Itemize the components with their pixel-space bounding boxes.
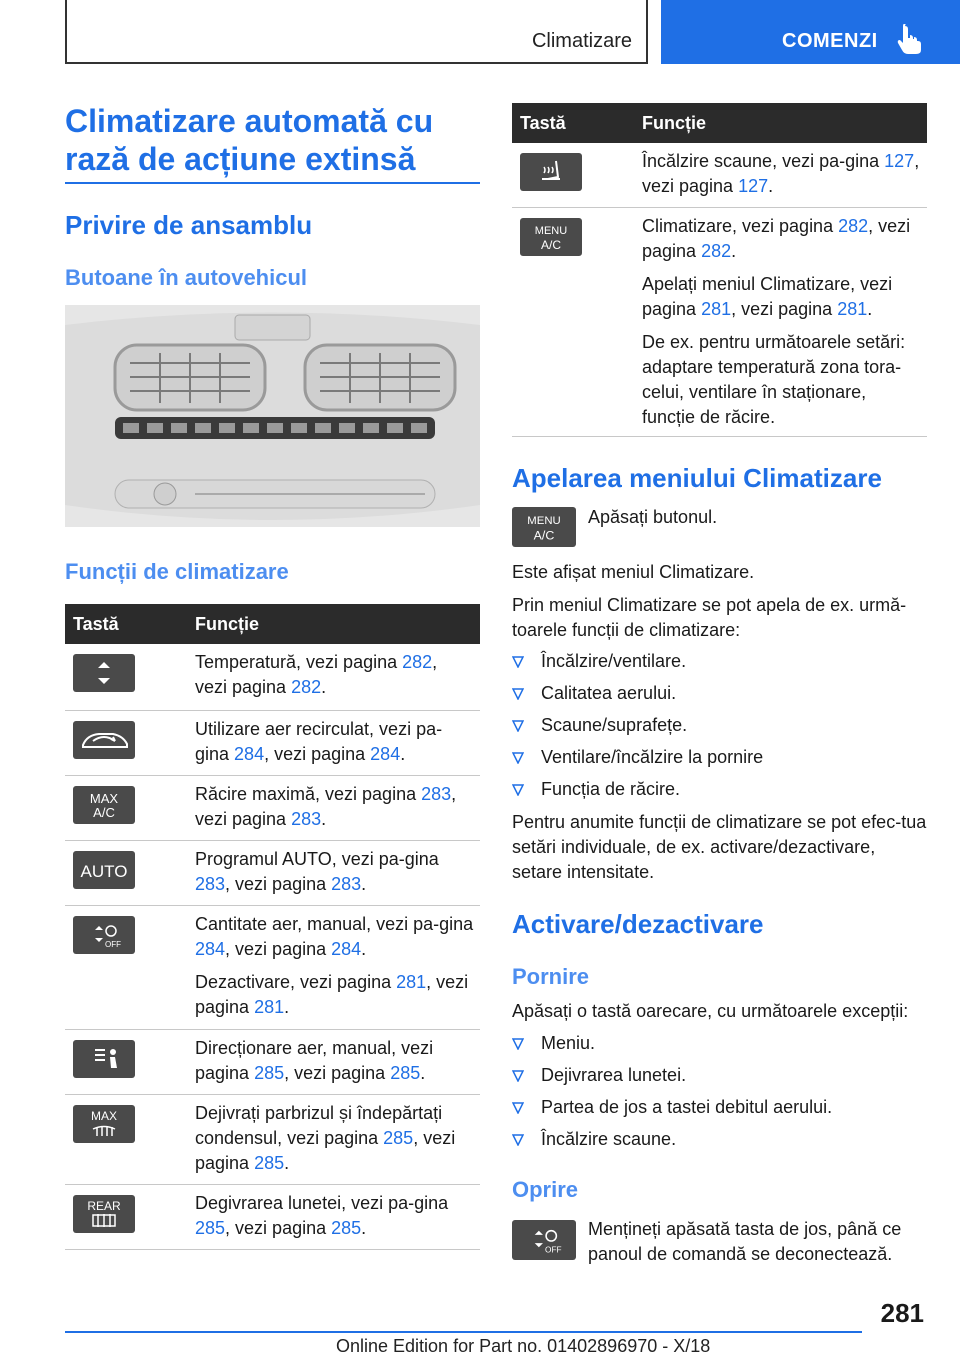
fan-off-icon bbox=[73, 916, 135, 954]
page-link[interactable]: 285 bbox=[331, 1218, 362, 1238]
page-link[interactable]: 282 bbox=[402, 652, 433, 672]
svg-text:OFF: OFF bbox=[545, 1245, 562, 1255]
table-row: Utilizare aer recirculat, vezi pa-gina 284, vezi pagina 284. bbox=[65, 711, 480, 776]
seat-heating-icon bbox=[520, 153, 582, 191]
functions-table-right bbox=[512, 103, 927, 437]
table-row: AUTO Programul AUTO, vezi pa-gina 283, vezi pagina 283. bbox=[65, 841, 480, 906]
off-heading: Oprire bbox=[512, 1177, 579, 1202]
page-link[interactable]: 285 bbox=[383, 1128, 414, 1148]
recirculation-car-icon bbox=[73, 721, 135, 759]
table-header: Tastă Funcție bbox=[65, 604, 480, 644]
triangle-bullet-icon bbox=[512, 1038, 524, 1050]
rear-defrost-icon bbox=[73, 1195, 135, 1233]
on-heading: Pornire bbox=[512, 964, 590, 989]
page-title: Climatizare automată cu rază de acțiune extinsă bbox=[65, 103, 434, 177]
table-header: Tastă Funcție bbox=[512, 103, 927, 143]
page-link[interactable]: 284 bbox=[331, 939, 362, 959]
table-row: REAR Degivrarea lunetei, vezi pa-gina 285, vezi pagina 285. bbox=[65, 1185, 480, 1250]
page-link[interactable]: 284 bbox=[195, 939, 226, 959]
functions-heading: Funcții de climatizare bbox=[65, 559, 289, 584]
page-link[interactable]: 282 bbox=[291, 677, 322, 697]
control-panel-photo bbox=[65, 305, 480, 527]
triangle-bullet-icon bbox=[512, 1134, 524, 1146]
table-row: Direcționare aer, manual, vezi pagina 285, vezi pagina 285. bbox=[65, 1030, 480, 1095]
table-row: MAX A/C Răcire maximă, vezi pagina 283, vezi pagina 283. bbox=[65, 776, 480, 841]
buttons-heading: Butoane în autovehicul bbox=[65, 265, 308, 290]
page-number: 281 bbox=[880, 1298, 924, 1328]
triangle-bullet-icon bbox=[512, 656, 524, 668]
on-text: Apăsați o tastă oarecare, cu următoarele excepții: bbox=[512, 1001, 909, 1021]
svg-text:AUTO: AUTO bbox=[80, 862, 128, 881]
menu-outro-text: Pentru anumite funcții de climatizare se pot efec-tua setări individuale, de ex. activare/dezactivare, setare intensitate. bbox=[512, 812, 927, 882]
svg-text:A/C: A/C bbox=[533, 528, 555, 543]
functions-table-left bbox=[65, 604, 480, 1250]
page-link[interactable]: 282 bbox=[701, 241, 732, 261]
page-link[interactable]: 285 bbox=[254, 1153, 285, 1173]
page-link[interactable]: 284 bbox=[234, 744, 265, 764]
page-link[interactable]: 283 bbox=[195, 874, 226, 894]
page-link[interactable]: 281 bbox=[396, 972, 427, 992]
menu-shown-text: Este afișat meniul Climatizare. bbox=[512, 562, 755, 582]
svg-text:MENU: MENU bbox=[527, 514, 561, 527]
menu-intro-text: Prin meniul Climatizare se pot apela de ex. urmă-toarele funcții de climatizare: bbox=[512, 595, 907, 640]
max-defrost-icon bbox=[73, 1105, 135, 1143]
pointing-hand-icon bbox=[897, 24, 925, 54]
chapter-tab-label: COMENZI bbox=[782, 30, 878, 52]
max-ac-icon bbox=[73, 786, 135, 824]
page-link[interactable]: 285 bbox=[390, 1063, 421, 1083]
page-link[interactable]: 281 bbox=[701, 299, 732, 319]
page-link[interactable]: 285 bbox=[254, 1063, 285, 1083]
triangle-bullet-icon bbox=[512, 784, 524, 796]
page-link[interactable]: 281 bbox=[837, 299, 868, 319]
svg-text:MAX: MAX bbox=[89, 791, 119, 806]
table-row: OFF Cantitate aer, manual, vezi pa-gina 284, vezi pagina 284. Dezactivare, vezi pagina 281, vezi pagina 281. bbox=[65, 906, 480, 1030]
page-link[interactable]: 127 bbox=[738, 176, 769, 196]
onoff-heading: Activare/dezactivare bbox=[512, 909, 764, 939]
menu-ac-icon bbox=[512, 507, 576, 547]
svg-text:REAR: REAR bbox=[87, 1199, 121, 1213]
running-header-section bbox=[65, 0, 648, 64]
title-rule bbox=[65, 182, 480, 184]
section-title: Climatizare bbox=[531, 30, 632, 52]
temperature-arrows-icon bbox=[73, 654, 135, 692]
svg-text:MAX: MAX bbox=[90, 1109, 118, 1123]
page-link[interactable]: 284 bbox=[370, 744, 401, 764]
svg-text:A/C: A/C bbox=[93, 805, 115, 820]
table-row: Temperatură, vezi pagina 282, vezi pagina 282. bbox=[65, 644, 480, 711]
overview-heading: Privire de ansamblu bbox=[65, 210, 313, 240]
table-row: MENU A/C Climatizare, vezi pagina 282, vezi pagina 282. Apelați meniul Climatizare, vezi pagina 281, vezi pagina 281. De ex. pentru următoarele setări: adaptare temperatură zona tora-celui, ventilare în staționare, funcție de răcire. bbox=[512, 208, 927, 437]
triangle-bullet-icon bbox=[512, 1070, 524, 1082]
menu-heading: Apelarea meniului Climatizare bbox=[512, 463, 882, 493]
page-link[interactable]: 285 bbox=[195, 1218, 226, 1238]
page-link[interactable]: 282 bbox=[838, 216, 869, 236]
auto-icon bbox=[73, 851, 135, 889]
edition-line: Online Edition for Part no. 01402896970 - X/18 bbox=[336, 1336, 711, 1356]
triangle-bullet-icon bbox=[512, 1102, 524, 1114]
fan-off-icon bbox=[512, 1220, 576, 1260]
table-row: Încălzire scaune, vezi pa-gina 127, vezi pagina 127. bbox=[512, 143, 927, 208]
triangle-bullet-icon bbox=[512, 720, 524, 732]
table-row: MAX Dejivrați parbrizul și îndepărtați condensul, vezi pagina 285, vezi pagina 285. bbox=[65, 1095, 480, 1185]
air-direction-icon bbox=[73, 1040, 135, 1078]
page-link[interactable]: 283 bbox=[421, 784, 452, 804]
page-link[interactable]: 283 bbox=[331, 874, 362, 894]
press-button-text: Apăsați butonul. bbox=[588, 507, 718, 527]
footer-rule bbox=[65, 1331, 862, 1333]
menu-ac-icon bbox=[520, 218, 582, 256]
triangle-bullet-icon bbox=[512, 752, 524, 764]
chapter-tab[interactable] bbox=[661, 0, 960, 64]
page-link[interactable]: 281 bbox=[254, 997, 285, 1017]
page-link[interactable]: 283 bbox=[291, 809, 322, 829]
triangle-bullet-icon bbox=[512, 688, 524, 700]
svg-text:OFF: OFF bbox=[105, 940, 121, 949]
page-link[interactable]: 127 bbox=[884, 151, 915, 171]
off-text: Mențineți apăsată tasta de jos, până ce panoul de comandă se deconectează. bbox=[588, 1219, 902, 1264]
svg-text:A/C: A/C bbox=[540, 238, 562, 252]
svg-text:MENU: MENU bbox=[534, 225, 568, 237]
